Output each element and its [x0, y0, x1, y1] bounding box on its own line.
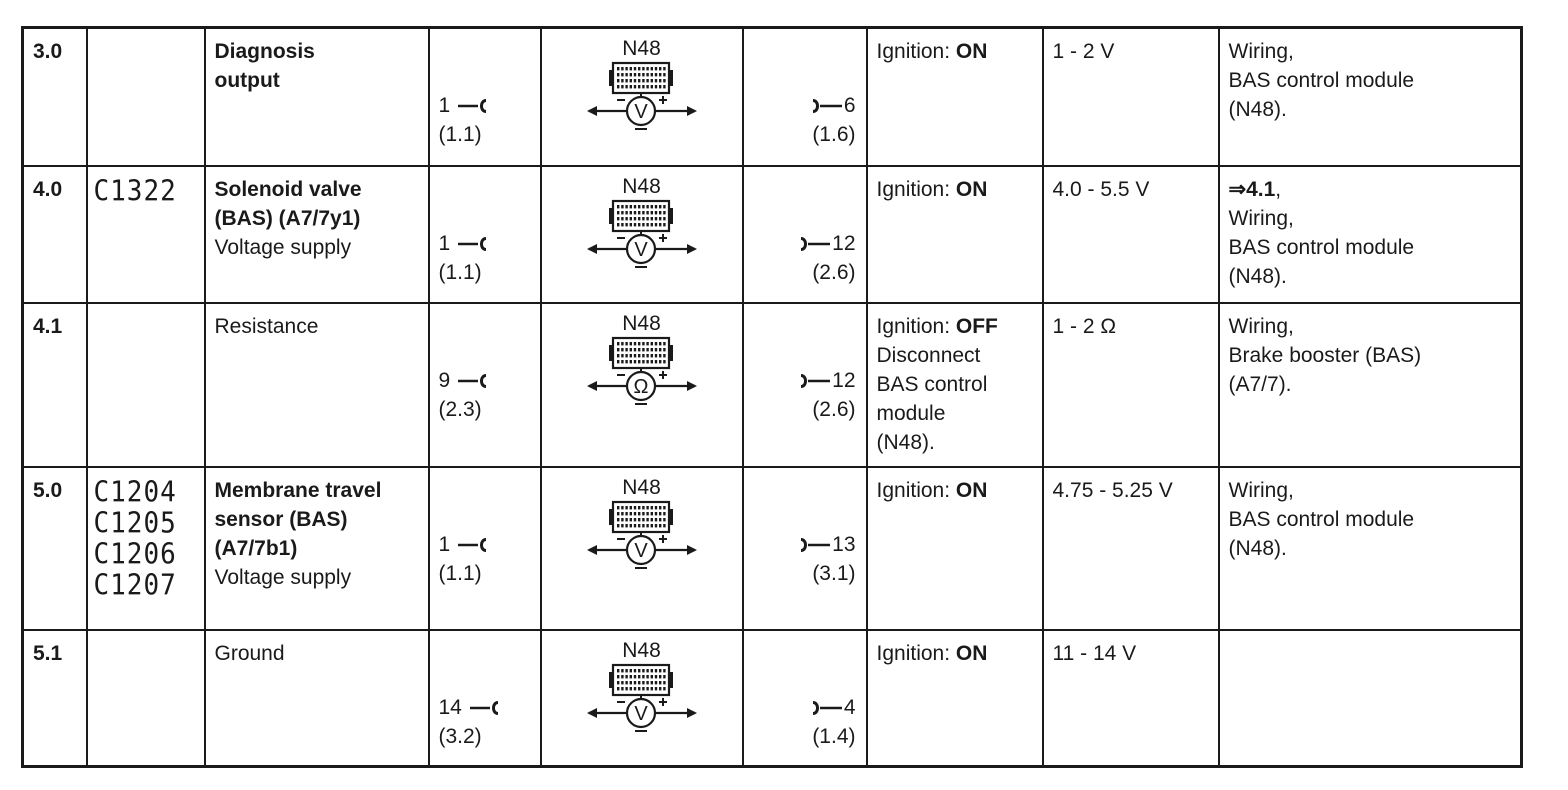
meter-symbol: Ω: [633, 375, 648, 398]
nominal-value-cell: [1043, 28, 1219, 166]
fault-code: C1322: [93, 174, 177, 208]
test-condition-cell: [867, 303, 1043, 467]
ignition-state: OFF: [955, 314, 998, 338]
left-pin-reference: (1.1): [438, 561, 482, 585]
right-pin-number: 12: [832, 368, 856, 392]
meter-symbol: V: [633, 101, 648, 123]
possible-cause-cell: [1219, 28, 1522, 166]
possible-cause: Brake booster (BAS): [1228, 343, 1422, 367]
right-pin-number: 6: [843, 94, 856, 117]
left-pin-number: 14: [438, 695, 462, 719]
meter-symbol: V: [633, 539, 648, 562]
socket-plug-icon: [456, 536, 490, 554]
fault-codes-cell: [87, 303, 205, 467]
nominal-value: 11 - 14 V: [1052, 641, 1137, 665]
meter-connector-icon: [583, 500, 701, 570]
fault-code: C1206: [93, 537, 177, 571]
table-row: [23, 467, 1522, 630]
meter-connector-label: N48: [622, 37, 661, 60]
right-pin-number: 12: [832, 231, 856, 255]
description-title: (BAS) (A7/7y1): [214, 206, 361, 230]
possible-cause: BAS control module: [1228, 235, 1415, 259]
possible-cause-cell: ⇒4.1, Wiring, BAS control module (N48).: [1219, 166, 1522, 303]
meter-connector-label: N48: [622, 638, 661, 662]
right-pin-reference: (3.1): [812, 561, 856, 585]
meter-connector-label: N48: [622, 475, 661, 499]
right-pin-reference: (2.6): [812, 260, 856, 284]
description-cell: [205, 630, 429, 767]
left-pin-cell: [429, 467, 541, 630]
condition-note: BAS control: [876, 372, 988, 396]
socket-plug-icon: [456, 235, 490, 253]
description-cell: [205, 467, 429, 630]
possible-cause-cell: [1219, 630, 1522, 767]
meter-cell: [541, 28, 743, 166]
ignition-state: ON: [955, 478, 988, 502]
socket-plug-icon: [456, 97, 490, 115]
possible-cause: Wiring,: [1228, 314, 1294, 338]
step-number: 5.0: [33, 478, 63, 502]
description-text: Voltage supply: [214, 565, 352, 589]
right-pin-number: 13: [832, 532, 856, 556]
description-title: (A7/7b1): [214, 536, 298, 560]
socket-plug-icon: [468, 699, 502, 717]
step-reference-link: ⇒4.1: [1228, 177, 1276, 201]
fault-code: C1204: [93, 475, 177, 509]
step-number: 3.0: [33, 40, 63, 63]
right-pin-cell: [743, 630, 867, 767]
possible-cause: Wiring,: [1228, 206, 1294, 230]
condition-label: Ignition:: [876, 641, 956, 665]
fault-codes-cell: [87, 630, 205, 767]
meter-symbol: V: [633, 702, 648, 725]
right-pin-reference: (2.6): [812, 397, 856, 421]
condition-note: Disconnect: [876, 343, 981, 367]
meter-cell: [541, 467, 743, 630]
condition-label: Ignition:: [876, 478, 956, 502]
ignition-state: ON: [955, 177, 988, 201]
meter-connector-icon: [583, 61, 701, 131]
ignition-state: ON: [955, 40, 988, 63]
step-number: 4.1: [33, 314, 63, 338]
right-pin-cell: [743, 28, 867, 166]
possible-cause-cell: [1219, 303, 1522, 467]
left-pin-reference: (3.2): [438, 724, 482, 748]
description-title: Solenoid valve: [214, 177, 362, 201]
pin-plug-icon: [810, 699, 844, 717]
table-row: [23, 630, 1522, 767]
possible-cause: (N48).: [1228, 536, 1287, 560]
fault-codes-cell: [87, 166, 205, 303]
pin-plug-icon: [810, 97, 844, 115]
description-text: Resistance: [214, 314, 319, 338]
nominal-value: 1 - 2 Ω: [1052, 314, 1117, 338]
left-pin-reference: (1.1): [438, 260, 482, 284]
right-pin-reference: (1.4): [812, 724, 856, 748]
possible-cause: (A7/7).: [1228, 372, 1292, 396]
nominal-value-cell: [1043, 630, 1219, 767]
meter-connector-label: N48: [622, 174, 661, 198]
condition-label: Ignition:: [876, 314, 956, 338]
nominal-value: 1 - 2 V: [1052, 40, 1115, 63]
left-pin-number: 1: [438, 231, 451, 255]
left-pin-cell: [429, 28, 541, 166]
step-number: 4.0: [33, 177, 63, 201]
meter-connector-label: N48: [622, 311, 661, 335]
condition-label: Ignition:: [876, 177, 956, 201]
condition-note: module: [876, 401, 946, 425]
meter-symbol: V: [633, 238, 648, 261]
description-title: output: [214, 69, 280, 92]
possible-cause: (N48).: [1228, 98, 1287, 121]
left-pin-cell: [429, 166, 541, 303]
left-pin-number: 9: [438, 368, 451, 392]
nominal-value: 4.75 - 5.25 V: [1052, 478, 1173, 502]
possible-cause: BAS control module: [1228, 69, 1415, 92]
description-cell: [205, 303, 429, 467]
possible-cause-cell: [1219, 467, 1522, 630]
fault-codes-cell: [87, 28, 205, 166]
description-cell: [205, 28, 429, 166]
step-number-cell: [23, 166, 87, 303]
nominal-value-cell: [1043, 467, 1219, 630]
ignition-state: ON: [955, 641, 988, 665]
left-pin-reference: (2.3): [438, 397, 482, 421]
table-row: [23, 28, 1522, 166]
step-number-cell: [23, 630, 87, 767]
fault-code: C1207: [93, 568, 177, 602]
possible-cause: (N48).: [1228, 264, 1287, 288]
step-number-cell: [23, 467, 87, 630]
nominal-value-cell: [1043, 303, 1219, 467]
description-title: sensor (BAS): [214, 507, 348, 531]
left-pin-number: 1: [438, 94, 451, 117]
meter-connector-icon: [583, 199, 701, 269]
nominal-value-cell: [1043, 166, 1219, 303]
step-number: 5.1: [33, 641, 63, 665]
test-procedure-table: [21, 26, 1523, 768]
test-condition-cell: [867, 28, 1043, 166]
right-pin-number: 4: [843, 695, 856, 719]
pin-plug-icon: [798, 372, 832, 390]
possible-cause: BAS control module: [1228, 507, 1415, 531]
left-pin-cell: [429, 303, 541, 467]
step-number-cell: [23, 303, 87, 467]
possible-cause: Wiring,: [1228, 478, 1294, 502]
description-title: Membrane travel: [214, 478, 382, 502]
right-pin-cell: [743, 467, 867, 630]
left-pin-number: 1: [438, 532, 451, 556]
fault-code: C1205: [93, 506, 177, 540]
description-cell: [205, 166, 429, 303]
nominal-value: 4.0 - 5.5 V: [1052, 177, 1150, 201]
table-row: [23, 303, 1522, 467]
left-pin-reference: (1.1): [438, 123, 482, 146]
pin-plug-icon: [798, 235, 832, 253]
test-condition-cell: [867, 166, 1043, 303]
socket-plug-icon: [456, 372, 490, 390]
possible-cause: Wiring,: [1228, 40, 1294, 63]
test-condition-cell: [867, 630, 1043, 767]
meter-connector-icon: [583, 663, 701, 733]
fault-codes-cell: [87, 467, 205, 630]
condition-label: Ignition:: [876, 40, 956, 63]
meter-cell: [541, 303, 743, 467]
left-pin-cell: [429, 630, 541, 767]
right-pin-cell: [743, 303, 867, 467]
meter-cell: [541, 166, 743, 303]
description-title: Diagnosis: [214, 40, 315, 63]
meter-cell: [541, 630, 743, 767]
table-row: [23, 166, 1522, 303]
step-number-cell: [23, 28, 87, 166]
description-text: Ground: [214, 641, 285, 665]
test-condition-cell: [867, 467, 1043, 630]
right-pin-cell: [743, 166, 867, 303]
meter-connector-icon: [583, 336, 701, 406]
condition-note: (N48).: [876, 430, 935, 454]
description-text: Voltage supply: [214, 235, 352, 259]
pin-plug-icon: [798, 536, 832, 554]
right-pin-reference: (1.6): [812, 123, 856, 146]
